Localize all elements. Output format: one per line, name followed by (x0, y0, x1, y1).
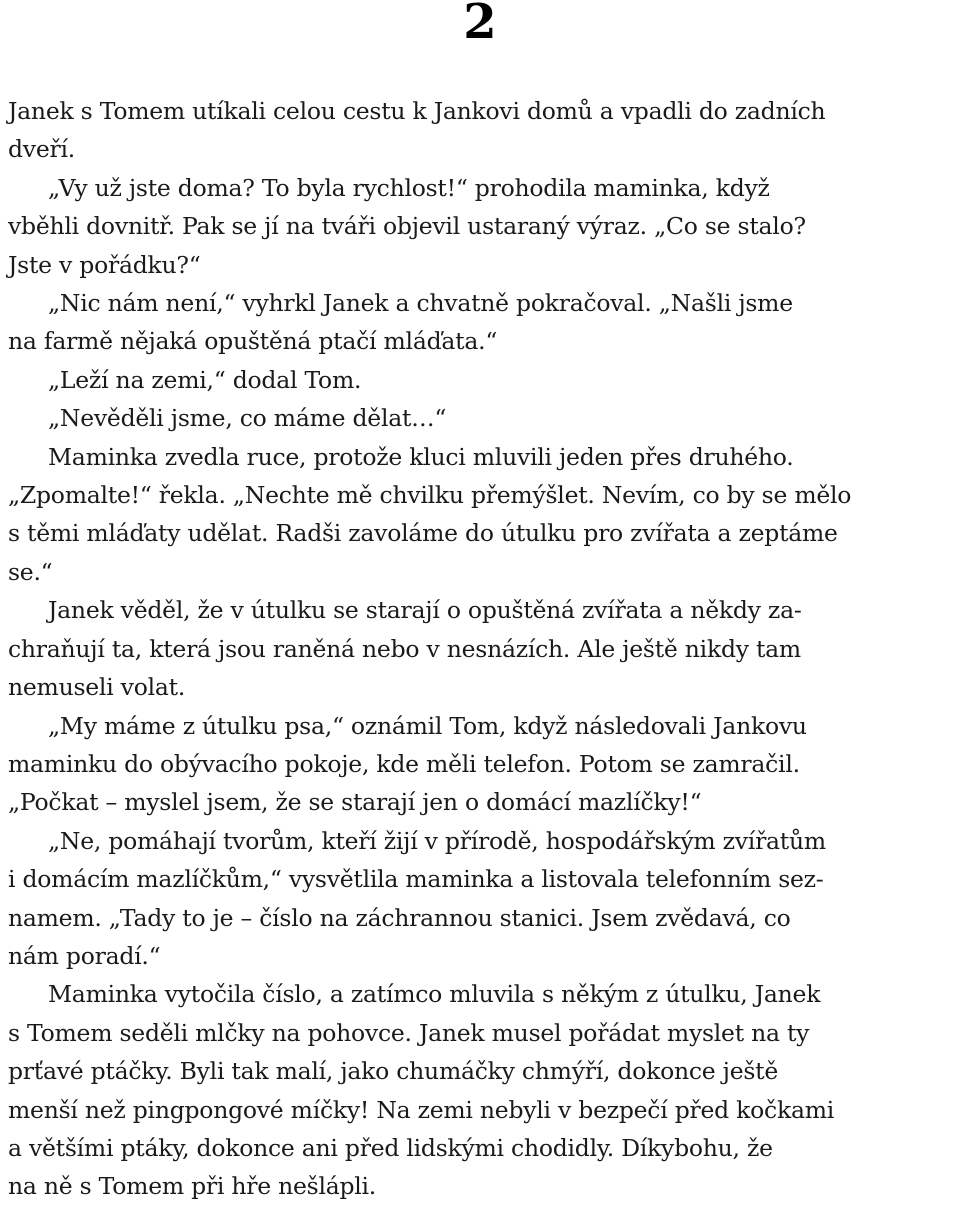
text-line: s těmi mláďaty udělat. Radši zavoláme do útulku pro zvířata a zeptáme (8, 519, 838, 548)
text-line: „My máme z útulku psa,“ oznámil Tom, když následovali Jankovu (48, 711, 807, 740)
text-line: i domácím mazlíčkům,“ vysvětlila maminka a listovala telefonním sez- (8, 865, 824, 894)
text-line: „Nevěděli jsme, co máme dělat…“ (48, 404, 447, 433)
text-line: Maminka zvedla ruce, protože kluci mluvili jeden přes druhého. (48, 442, 794, 471)
text-line: „Zpomalte!“ řekla. „Nechte mě chvilku přemýšlet. Nevím, co by se mělo (8, 481, 852, 510)
text-line: „Leží na zemi,“ dodal Tom. (48, 365, 362, 394)
text-line: „Počkat – myslel jsem, že se starají jen o domácí mazlíčky!“ (8, 788, 702, 817)
text-line: s Tomem seděli mlčky na pohovce. Janek musel pořádat myslet na ty (8, 1018, 810, 1047)
text-line: maminku do obývacího pokoje, kde měli telefon. Potom se zamračil. (8, 749, 800, 778)
chapter-number: 2 (463, 0, 497, 50)
text-line: Jste v pořádku?“ (8, 250, 201, 279)
text-line: vběhli dovnitř. Pak se jí na tváři objevil ustaraný výraz. „Co se stalo? (8, 212, 806, 241)
chapter-body-text (8, 92, 953, 1206)
text-line: Maminka vytočila číslo, a zatímco mluvila s někým z útulku, Janek (48, 980, 821, 1009)
text-line: Janek věděl, že v útulku se starají o opuštěná zvířata a někdy za- (48, 596, 802, 625)
text-line: namem. „Tady to je – číslo na záchrannou stanici. Jsem zvědavá, co (8, 903, 791, 932)
text-line: se.“ (8, 557, 53, 586)
text-line: Janek s Tomem utíkali celou cestu k Jankovi domů a vpadli do zadních (8, 97, 826, 125)
text-line: „Nic nám není,“ vyhrkl Janek a chvatně pokračoval. „Našli jsme (48, 289, 793, 318)
text-line: na farmě nějaká opuštěná ptačí mláďata.“ (8, 327, 498, 356)
text-line: „Vy už jste doma? To byla rychlost!“ prohodila maminka, když (48, 173, 770, 202)
text-line: „Ne, pomáhají tvorům, kteří žijí v přírodě, hospodářským zvířatům (48, 826, 826, 855)
text-line: chraňují ta, která jsou raněná nebo v nesnázích. Ale ještě nikdy tam (8, 634, 801, 663)
text-line: dveří. (8, 135, 75, 164)
text-line: menší než pingpongové míčky! Na zemi nebyli v bezpečí před kočkami (8, 1095, 835, 1124)
text-line: nemuseli volat. (8, 673, 186, 702)
text-line: a většími ptáky, dokonce ani před lidskými chodidly. Díkybohu, že (8, 1133, 773, 1162)
text-line: nám poradí.“ (8, 941, 161, 970)
text-line: na ně s Tomem při hře nešlápli. (8, 1172, 377, 1201)
text-line: prťavé ptáčky. Byli tak malí, jako chumáčky chmýří, dokonce ještě (8, 1057, 779, 1086)
